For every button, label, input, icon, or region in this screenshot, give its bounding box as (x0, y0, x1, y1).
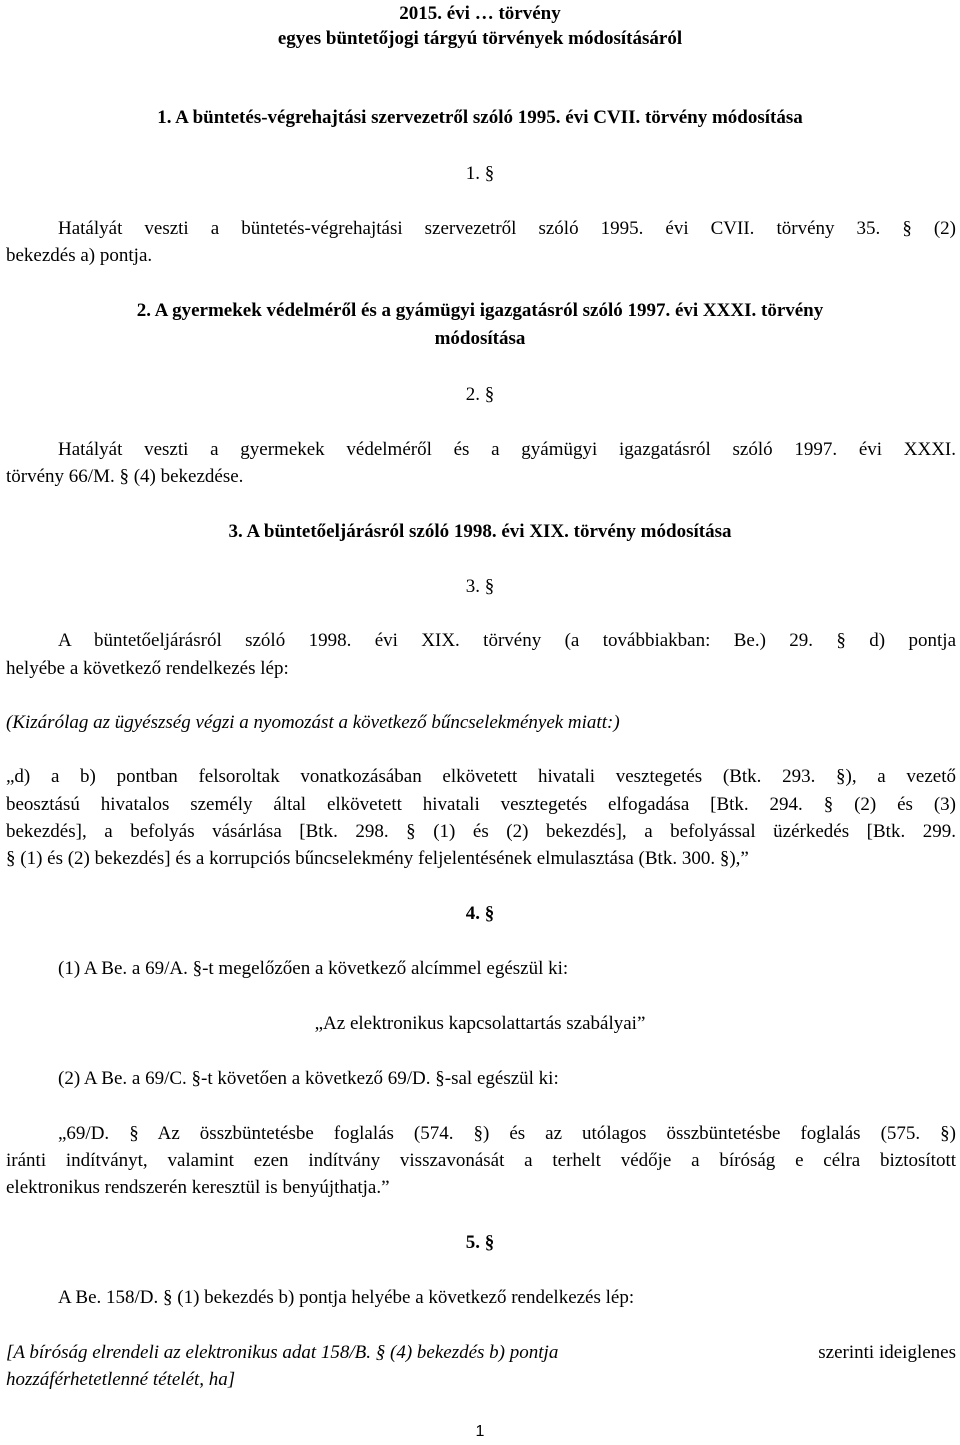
section-4-point-1: (1) A Be. a 69/A. §-t megelőzően a következő alcímmel egészül ki: (58, 958, 569, 979)
section-4-point-2: (2) A Be. a 69/C. §-t követően a következő 69/D. §-sal egészül ki: (58, 1068, 559, 1089)
section-2-text-line-2: törvény 66/M. § (4) bekezdése. (6, 466, 244, 487)
section-2-heading-line-2: módosítása (434, 328, 526, 349)
page-number: 1 (475, 1423, 485, 1440)
section-3-quote-line-2: beosztású hivatalos személy által elkövetett hivatali vesztegetés elfogadása [Btk. 294. § (2) és (3) (6, 794, 956, 815)
section-5-italic-line-1-part-a: [A bíróság elrendeli az elektronikus adat 158/B. § (4) bekezdés b) pontja (6, 1342, 559, 1363)
section-3-quote-line-4: § (1) és (2) bekezdés] és a korrupciós bűncselekmény feljelentésének elmulasztása (Btk. 300. §),” (6, 848, 749, 869)
section-1-heading: 1. A büntetés-végrehajtási szervezetről szóló 1995. évi CVII. törvény módosítása (157, 107, 803, 128)
section-5-italic-line-1-part-b: szerinti ideiglenes (818, 1342, 956, 1363)
section-2-text-line-1: Hatályát veszti a gyermekek védelméről és a gyámügyi igazgatásról szóló 1997. évi XXXI. (58, 439, 956, 460)
section-5-text-line-1: A Be. 158/D. § (1) bekezdés b) pontja helyébe a következő rendelkezés lép: (58, 1287, 635, 1308)
section-4-quote-line-3: elektronikus rendszerén keresztül is benyújthatja.” (6, 1177, 390, 1198)
section-3-quote-line-3: bekezdés], a befolyás vásárlása [Btk. 298. § (1) és (2) bekezdés], a befolyással üzérkedés [Btk. 299. (6, 821, 956, 842)
section-5-paragraph-number: 5. § (465, 1232, 495, 1253)
section-2-heading: 2. A gyermekek védelméről és a gyámügyi igazgatásról szóló 1997. évi XXXI. törvény (136, 300, 824, 321)
section-3-paragraph-number: 3. § (465, 576, 495, 597)
section-4-quote-line-1: „69/D. § Az összbüntetésbe foglalás (574. §) és az utólagos összbüntetésbe foglalás (575. §) (58, 1123, 956, 1144)
section-1-paragraph-number: 1. § (465, 163, 495, 184)
section-5-italic-line-2: hozzáférhetetlenné tételét, ha] (6, 1369, 236, 1390)
section-5-italic-line-1 (6, 1339, 956, 1366)
law-title: 2015. évi … törvény (399, 3, 561, 24)
section-3-text-line-1: A büntetőeljárásról szóló 1998. évi XIX. törvény (a továbbiakban: Be.) 29. § d) pontja (58, 630, 956, 651)
section-4-quote-line-2: iránti indítványt, valamint ezen indítvány visszavonását a terhelt védője a bíróság e célra biztosított (6, 1150, 956, 1171)
section-3-heading: 3. A büntetőeljárásról szóló 1998. évi XIX. törvény módosítása (228, 521, 732, 542)
section-3-italic-intro: (Kizárólag az ügyészség végzi a nyomozást a következő bűncselekmények miatt:) (6, 712, 620, 733)
law-subtitle: egyes büntetőjogi tárgyú törvények módosításáról (277, 28, 683, 49)
section-1-text-line-1: Hatályát veszti a büntetés-végrehajtási szervezetről szóló 1995. évi CVII. törvény 35. § (2) (58, 218, 956, 239)
section-3-text-line-2: helyébe a következő rendelkezés lép: (6, 658, 289, 679)
section-2-paragraph-number: 2. § (465, 384, 495, 405)
section-1-text-line-2: bekezdés a) pontja. (6, 245, 153, 266)
section-4-paragraph-number: 4. § (465, 903, 495, 924)
section-3-quote-line-1: „d) a b) pontban felsoroltak vonatkozásában elkövetett hivatali vesztegetés (Btk. 293. §), a vezető (6, 766, 956, 787)
section-4-subtitle: „Az elektronikus kapcsolattartás szabályai” (314, 1013, 646, 1034)
